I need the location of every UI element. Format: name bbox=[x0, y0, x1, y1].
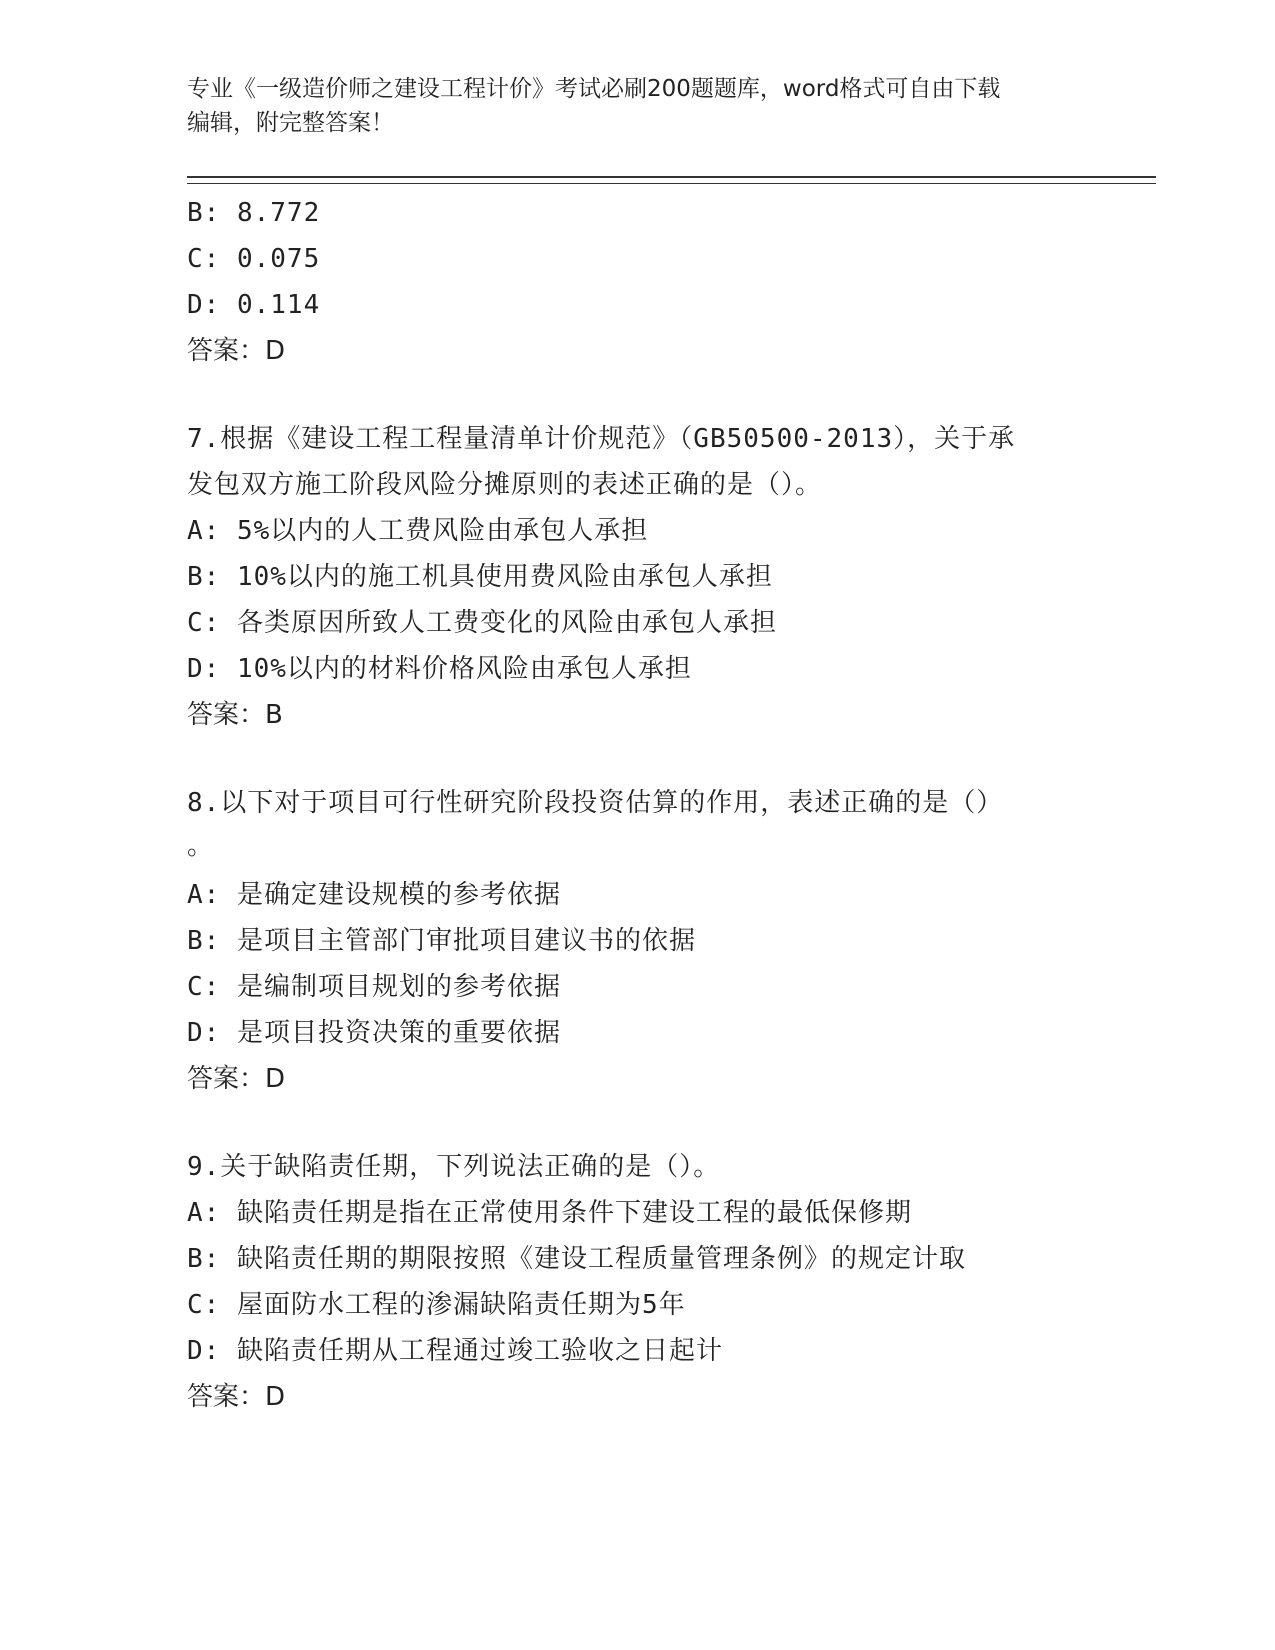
option-c: C: 是编制项目规划的参考依据 bbox=[187, 972, 561, 1002]
question-stem-continued: 发包双方施工阶段风险分摊原则的表述正确的是（）。 bbox=[187, 470, 823, 500]
answer: 答案：D bbox=[187, 1382, 286, 1412]
option-c: C: 各类原因所致人工费变化的风险由承包人承担 bbox=[187, 608, 777, 638]
option-b: B: 是项目主管部门审批项目建议书的依据 bbox=[187, 926, 696, 956]
option-a: A: 是确定建设规模的参考依据 bbox=[187, 880, 561, 910]
question-9 bbox=[187, 1144, 1087, 1420]
spacer bbox=[187, 738, 1087, 780]
answer: 答案：B bbox=[187, 700, 283, 730]
question-stem-continued: 。 bbox=[187, 831, 215, 861]
spacer bbox=[187, 1102, 1087, 1144]
option-c: C: 0.075 bbox=[187, 244, 321, 274]
option-b: B: 10%以内的施工机具使用费风险由承包人承担 bbox=[187, 562, 773, 592]
question-stem: 8.以下对于项目可行性研究阶段投资估算的作用，表述正确的是（） bbox=[187, 788, 1004, 818]
header-line-2: 编辑，附完整答案！ bbox=[187, 110, 394, 136]
option-d: D: 是项目投资决策的重要依据 bbox=[187, 1018, 561, 1048]
option-d: D: 0.114 bbox=[187, 290, 321, 320]
option-b: B: 8.772 bbox=[187, 198, 321, 228]
question-6-tail bbox=[187, 190, 1087, 374]
question-list bbox=[187, 190, 1087, 1420]
header-line-1: 专业《一级造价师之建设工程计价》考试必刷200题题库，word格式可自由下载 bbox=[187, 76, 1001, 102]
option-d: D: 缺陷责任期从工程通过竣工验收之日起计 bbox=[187, 1336, 723, 1366]
header-divider-thin bbox=[187, 183, 1156, 184]
question-8 bbox=[187, 780, 1087, 1102]
page-header bbox=[187, 72, 1087, 140]
answer: 答案：D bbox=[187, 1064, 286, 1094]
question-stem: 7.根据《建设工程工程量清单计价规范》（GB50500-2013），关于承 bbox=[187, 424, 1016, 454]
header-divider-thick bbox=[187, 176, 1156, 178]
option-a: A: 5%以内的人工费风险由承包人承担 bbox=[187, 516, 649, 546]
option-b: B: 缺陷责任期的期限按照《建设工程质量管理条例》的规定计取 bbox=[187, 1244, 966, 1274]
option-d: D: 10%以内的材料价格风险由承包人承担 bbox=[187, 654, 692, 684]
question-stem: 9.关于缺陷责任期，下列说法正确的是（）。 bbox=[187, 1152, 721, 1182]
answer: 答案：D bbox=[187, 336, 286, 366]
option-a: A: 缺陷责任期是指在正常使用条件下建设工程的最低保修期 bbox=[187, 1198, 912, 1228]
spacer bbox=[187, 374, 1087, 416]
option-c: C: 屋面防水工程的渗漏缺陷责任期为5年 bbox=[187, 1290, 686, 1320]
question-7 bbox=[187, 416, 1087, 738]
